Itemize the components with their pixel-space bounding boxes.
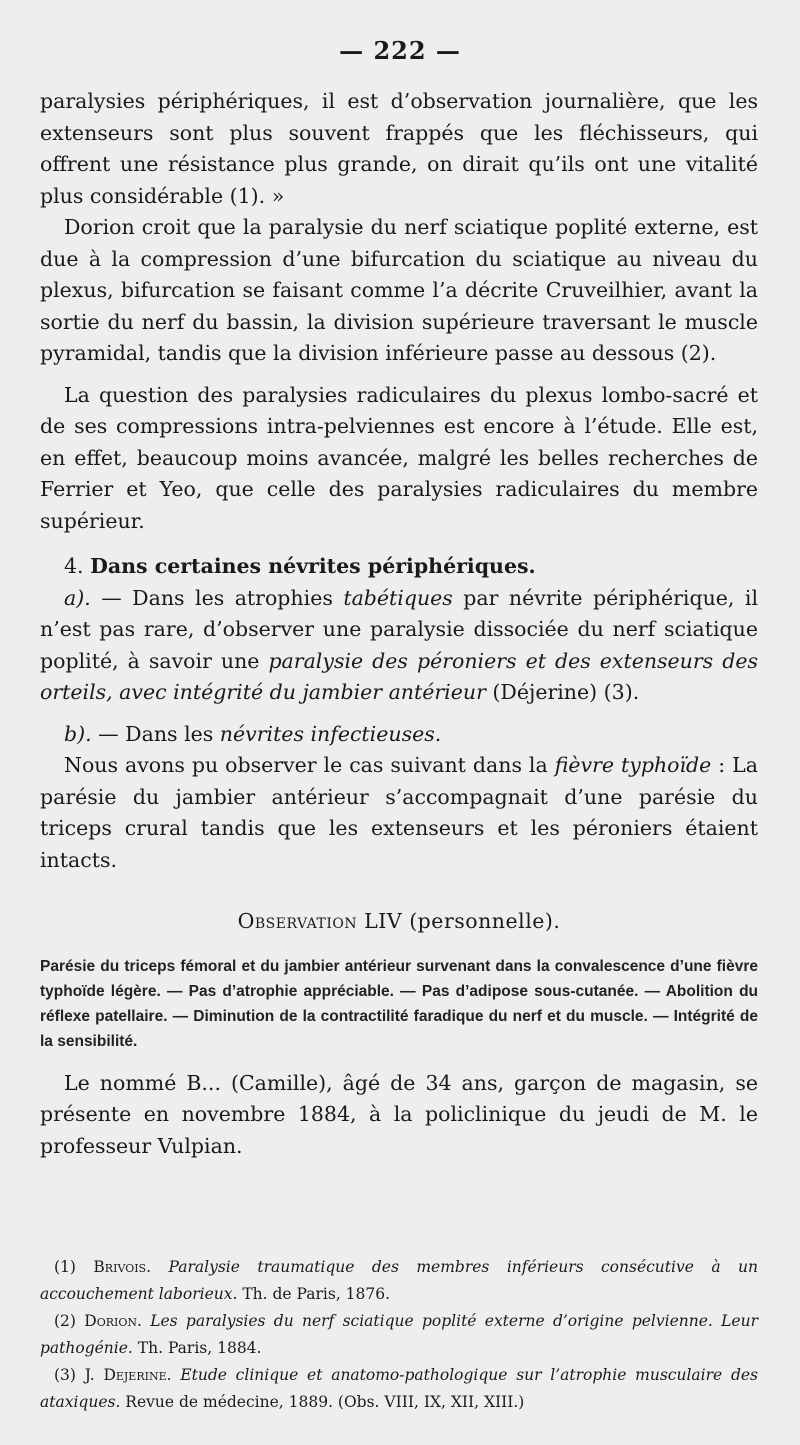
observation-label: Observation (237, 909, 358, 933)
paragraph-plexus-question: La question des paralysies radiculaires du plexus lombo-sacré et de ses compressions intra-pelviennes est encore à l’étude. Elle est, en effet, beaucoup moins avancée, malgré les belles recherches de Ferrier et Yeo, que celle des paralysies radiculaires du membre supérieur. (40, 382, 758, 533)
footnote-3 (40, 1362, 758, 1416)
footnote-1-number: (1) (54, 1258, 76, 1276)
paragraph-c-text-1: Nous avons pu observer le cas suivant dans la (64, 753, 555, 777)
paragraph-c-text-2: : La parésie du jambier antérieur s’accompagnait d’une parésie du triceps crural tandis que les extenseurs et les péroniers étaient intacts. (40, 753, 758, 872)
paragraph-a-text-3: (Déjerine) (3). (485, 680, 640, 704)
footnote-3-author: Dejerine. (103, 1366, 172, 1384)
footnotes (40, 1254, 758, 1416)
observation-title (40, 906, 758, 938)
footnote-3-title: Etude clinique et anatomo-pathologique sur l’atrophie musculaire des ataxiques. (40, 1366, 759, 1411)
section-number: 4. (64, 554, 84, 578)
paragraph-a-label: a). (64, 585, 91, 610)
footnote-1-title: Paralysie traumatique des membres inférieurs consécutive à un accouchement laborieux. (40, 1258, 758, 1303)
footnote-1-rest: Th. de Paris, 1876. (237, 1285, 391, 1303)
paragraph-continuation: paralysies périphériques, il est d’observation journalière, que les extenseurs sont plus souvent frappés que les fléchisseurs, qui offrent une résistance plus grande, on dirait qu’ils ont une vitalité plus considérable (1). » (40, 89, 758, 208)
paragraph-c-italic: fièvre typhoïde (554, 753, 712, 777)
footnote-1-author: Brivois. (93, 1258, 152, 1276)
paragraph-dorion: Dorion croit que la paralysie du nerf sciatique poplité externe, est due à la compression d’une bifurcation du sciatique au niveau du plexus, bifurcation se faisant comme l’a décrite Cruveilhier, avant la sortie du nerf du bassin, la division supérieure traversant le muscle pyramidal, tandis que la division inférieure passe au dessous (2). (40, 215, 758, 365)
footnote-2 (40, 1308, 758, 1362)
observation-summary: Parésie du triceps fémoral et du jambier antérieur survenant dans la convalescence d’une fièvre typhoïde légère. — Pas d’atrophie appréciable. — Pas d’adipose sous-cutanée. — Abolition du réflexe patellaire. — Diminution de la contractilité faradique du nerf et du muscle. — Intégrité de la sensibilité. (40, 957, 758, 1050)
footnote-1 (40, 1254, 758, 1308)
paragraph-a-text-1: — Dans les atrophies (90, 585, 344, 610)
paragraph-b-text: — Dans les (91, 721, 220, 746)
observation-case-text: Le nommé B... (Camille), âgé de 34 ans, garçon de magasin, se présente en novembre 1884, à la policlinique du jeudi de M. le professeur Vulpian. (40, 1070, 758, 1158)
section-heading (40, 551, 758, 583)
main-text (40, 86, 758, 1162)
footnote-2-title: Les paralysies du nerf sciatique poplité externe d’origine pelvienne. Leur pathogénie. (40, 1312, 758, 1357)
paragraph-b (40, 719, 758, 751)
footnote-3-rest: Revue de médecine, 1889. (Obs. VIII, IX, XII, XIII.) (120, 1393, 525, 1411)
observation-number: LIV (personnelle). (357, 909, 561, 933)
section-title: Dans certaines névrites périphériques. (90, 554, 536, 578)
footnote-3-author-prefix: J. (84, 1366, 104, 1384)
page-number: — 222 — (339, 36, 461, 65)
footnote-2-number: (2) (54, 1312, 76, 1330)
paragraph-b-label: b). (64, 721, 92, 746)
footnote-2-rest: Th. Paris, 1884. (132, 1339, 262, 1357)
paragraph-a-italic-2: paralysie des péroniers et des extenseurs des orteils, avec intégrité du jambier antérieur (40, 648, 758, 704)
paragraph-a-text-2: par névrite périphérique, il n’est pas rare, d’observer une paralysie dissociée du nerf sciatique poplité, à savoir une (40, 585, 758, 673)
footnote-3-number: (3) (54, 1366, 76, 1384)
paragraph-b-italic: névrites infectieuses. (219, 721, 442, 746)
paragraph-a-italic-1: tabétiques (343, 585, 453, 610)
paragraph-typhoid-case (40, 750, 758, 876)
paragraph-a (40, 583, 758, 709)
footnote-2-author: Dorion. (84, 1312, 142, 1330)
